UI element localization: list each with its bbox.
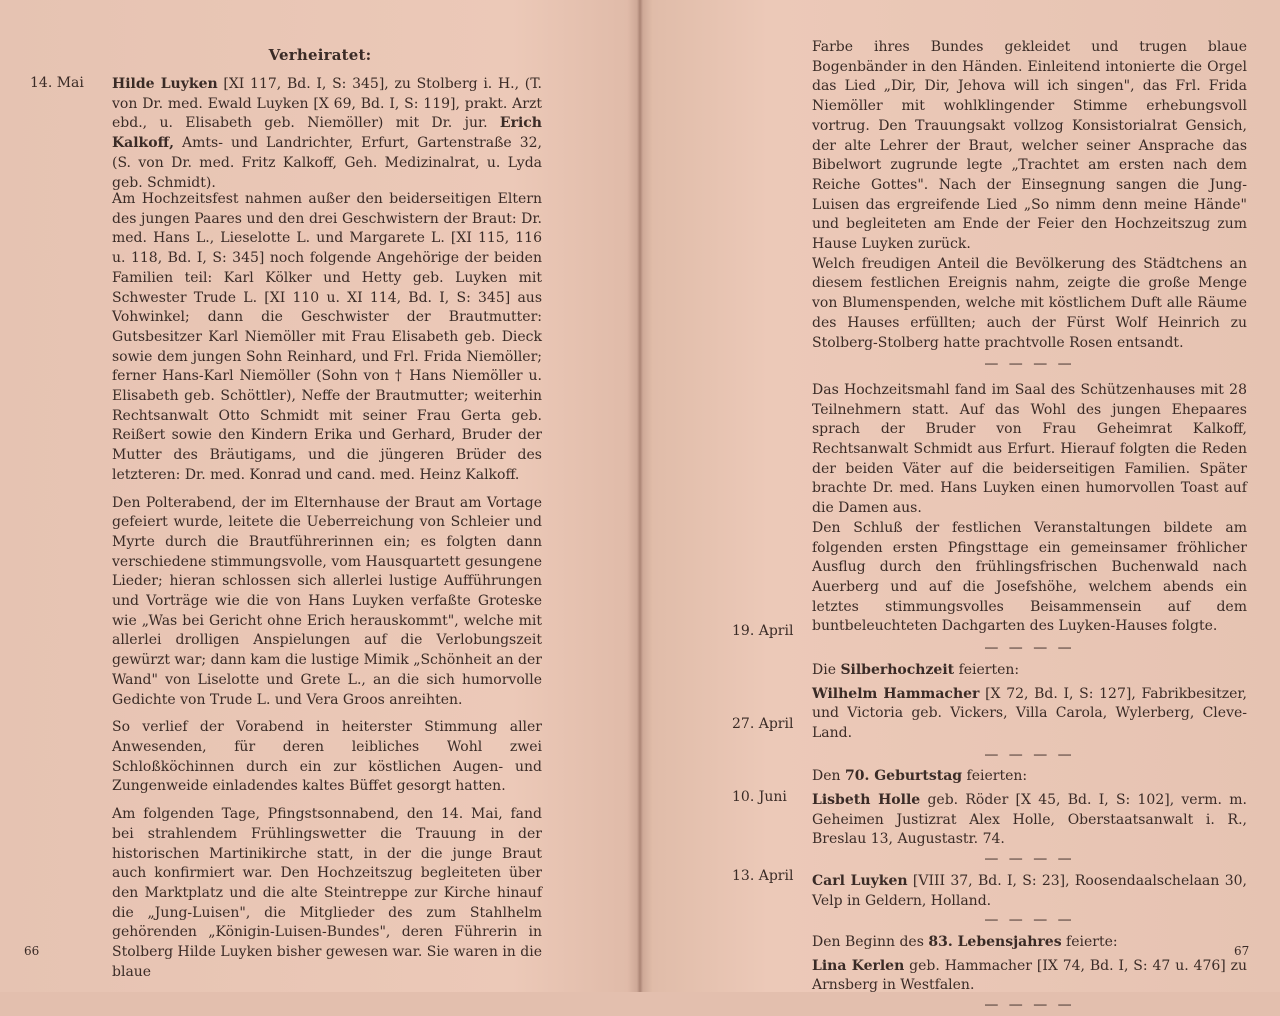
silver-entry-name: Wilhelm Hammacher [812, 685, 980, 702]
paragraph-kirche: Farbe ihres Bundes gekleidet und trugen blaue Bogenbänder in den Händen. Einleitend intonierte die Orgel das Lied „Dir, Dir, Jehova will ich singen", das Frl. Frida Niemöller mit wohlklingender Stimme erhebungsvoll vortrug. Den Trauungsakt vollzog Konsistorialrat Gensich, der alte Lehrer der Braut, welcher seiner Ansprache das Bibelwort zugrunde legte „Trachtet am ersten nach dem Reiche Gottes". Nach der Einsegnung sangen die Jung-Luisen das ergreifende Lied „So nimm denn meine Hände" und begleiteten am Ende der Feier den Hochzeitszug zum Hause Luyken zurück. [812, 39, 1247, 253]
divider-dash: — — — — [984, 997, 1075, 1014]
birthday-entry-luyken [812, 872, 1247, 911]
silver-heading-bold: Silberhochzeit [840, 661, 955, 678]
birthday-entry-name: Lisbeth Holle [812, 792, 921, 809]
paragraph-vorabend: So verlief der Vorabend in heiterster Stimmung aller Anwesenden, für deren leibliches Wohl zwei Schloßköchinnen durch ein zur köstlichen Augen- und Zungenweide einladendes kaltes Büffet gesorgt hatten. [112, 719, 542, 795]
birthday-heading [812, 767, 1247, 787]
birthday-entry-date: 27. April [732, 716, 794, 732]
silver-entry [812, 685, 1247, 744]
year-heading-bold: 83. Lebensjahres [928, 933, 1062, 950]
silver-heading-post: feierten: [954, 661, 1020, 678]
paragraph-guests: Am Hochzeitsfest nahmen außer den beiderseitigen Eltern des jungen Paares und den drei Geschwistern der Braut: Dr. med. Hans L., Lieselotte L. und Margarete L. [XI 115, 116 u. 118, Bd. I, S: 345] noch folgende Angehörige der beiden Familien teil: Karl Kölker und Hetty geb. Luyken mit Schwester Trude L. [XI 110 u. XI 114, Bd. I, S: 345] aus Vohwinkel; dann die Geschwister der Brautmutter: Gutsbesitzer Karl Niemöller mit Frau Elisabeth geb. Dieck sowie dem jungen Sohn Reinhard, und Frl. Frida Niemöller; ferner Hans-Karl Niemöller (Sohn von † Hans Niemöller u. Elisabeth geb. Schöttler), Neffe der Brautmutter; weiterhin Rechtsanwalt Otto Schmidt mit seiner Frau Gerta geb. Reißert sowie den Kindern Erika und Gerhard, Bruder der Mutter des Bräutigams, und die jüngeren Brüder des letzteren: Dr. med. Konrad und cand. med. Heinz Kalkoff. [112, 191, 542, 483]
year-entry-name: Lina Kerlen [812, 957, 905, 974]
bride-name: Hilde Luyken [112, 76, 218, 92]
groom-details: Amts- und Landrichter, Erfurt, Gartenstraße 32, (S. von Dr. med. Fritz Kalkoff, Geh. Medizinalrat, u. Lyda geb. Schmidt). [112, 135, 542, 191]
left-page [0, 0, 640, 992]
birthday-entry-name: Carl Luyken [812, 872, 908, 889]
bride-details: [XI 117, Bd. I, S: 345], zu Stolberg i. H., (T. von Dr. med. Ewald Luyken [X 69, Bd. I, S: 119], prakt. Arzt ebd., u. Elisabeth geb. Niemöller) mit Dr. jur. [112, 76, 542, 132]
birthday-entry-date: 10. Juni [732, 789, 787, 805]
marriage-entry-text [112, 75, 542, 193]
divider-dash: — — — — [984, 356, 1075, 373]
marriage-entry [112, 75, 542, 199]
silver-entry-text: [X 72, Bd. I, S: 127], Fabrikbesitzer, und Victoria geb. Vickers, Villa Carola, Wylerberg, Cleve-Land. [812, 685, 1247, 741]
silver-entry-date: 19. April [732, 623, 794, 639]
birthday-entry-text: geb. Röder [X 45, Bd. I, S: 102], verm. m. Geheimen Justizrat Alex Holle, Oberstaatsanwalt i. R., Breslau 13, Augustastr. 74. [812, 792, 1247, 848]
year-heading-pre: Den Beginn des [812, 933, 929, 950]
divider-dash: — — — — [984, 912, 1075, 929]
year-entry-date: 13. April [732, 868, 794, 884]
year-heading [812, 933, 1247, 953]
birthday-heading-pre: Den [812, 768, 845, 785]
year-entry-text: geb. Hammacher [IX 74, Bd. I, S: 47 u. 476] zu Arnsberg in Westfalen. [812, 957, 1248, 994]
paragraph-ausflug: Den Schluß der festlichen Veranstaltungen bildete am folgenden ersten Pfingsttage ein gemeinsamer fröhlicher Ausflug durch den frühlingsfrischen Buchenwald nach Auerberg und auf die Josefshöhe, welchem abends ein letztes stimmungsvolles Beisammensein auf dem buntbeleuchteten Dachgarten des Luyken-Hauses folgte. [812, 519, 1247, 635]
left-body [112, 190, 542, 988]
paragraph-polterabend: Den Polterabend, der im Elternhause der Braut am Vortage gefeiert wurde, leitete die Ueberreichung von Schleier und Myrte durch die Brautführerinnen ein; es folgten dann verschiedene stimmungsvolle, vom Hausquartett gesungene Lieder; hieran schlossen sich allerlei lustige Aufführungen und Vorträge wie die von Hans Luyken verfaßte Groteske wie „Was bei Gericht ohne Erich herauskommt", welche mit allerlei drolligen Anspielungen auf die Verlobungszeit gewürzt war; dann kam die lustige Mimik „Schönheit an der Wand" von Liselotte und Grete L., an die sich humorvolle Gedichte von Trude L. und Vera Groos anreihten. [112, 494, 542, 708]
page-number-right: 67 [1234, 944, 1250, 958]
entry-date: 14. Mai [30, 75, 84, 91]
divider-dash: — — — — [984, 851, 1075, 868]
silver-heading [812, 661, 1247, 681]
right-body [812, 38, 1250, 1016]
groom-name: Erich Kalkoff, [112, 115, 542, 152]
divider-dash: — — — — [984, 640, 1075, 657]
birthday-entry-holle [812, 791, 1247, 850]
birthday-heading-post: feierten: [962, 768, 1028, 785]
page-number-left: 66 [24, 944, 40, 958]
birthday-entry-text: [VIII 37, Bd. I, S: 23], Roosendaalschelaan 30, Velp in Geldern, Holland. [812, 872, 1247, 909]
right-page [640, 0, 1280, 1014]
year-entry [812, 957, 1247, 996]
paragraph-trauung: Am folgenden Tage, Pfingstsonnabend, den 14. Mai, fand bei strahlendem Frühlingswetter die Trauung in der historischen Martinikirche statt, in der die junge Braut auch konfirmiert war. Den Hochzeitszug begleiteten über den Marktplatz und die alte Steintreppe zur Kirche hinauf die „Jung-Luisen", die Mitglieder des zum Stahlhelm gehörenden „Königin-Luisen-Bundes", deren Führerin in Stolberg Hilde Luyken bisher gewesen war. Sie waren in die blaue [112, 806, 542, 980]
paragraph-mahl: Das Hochzeitsmahl fand im Saal des Schützenhauses mit 28 Teilnehmern statt. Auf das Wohl des jungen Ehepaares sprach der Bruder von Frau Geheimrat Kalkoff, Rechtsanwalt Schmidt aus Erfurt. Hierauf folgten die Reden der beiden Väter auf die beiderseitigen Familien. Später brachte Dr. med. Hans Luyken einen humorvollen Toast auf die Damen aus. [812, 381, 1247, 517]
divider-dash: — — — — [984, 746, 1075, 763]
silver-heading-pre: Die [812, 661, 841, 678]
paragraph-blumen: Welch freudigen Anteil die Bevölkerung des Städtchens an diesem festlichen Ereignis nahm, zeigte die große Menge von Blumenspenden, welche mit köstlichem Duft alle Räume des Hauses erfüllten; auch der Fürst Wolf Heinrich zu Stolberg-Stolberg hatte prachtvolle Rosen entsandt. [812, 255, 1247, 351]
birthday-heading-bold: 70. Geburtstag [844, 768, 963, 785]
section-heading-verheiratet: Verheiratet: [268, 46, 372, 64]
year-heading-post: feierte: [1061, 933, 1118, 950]
